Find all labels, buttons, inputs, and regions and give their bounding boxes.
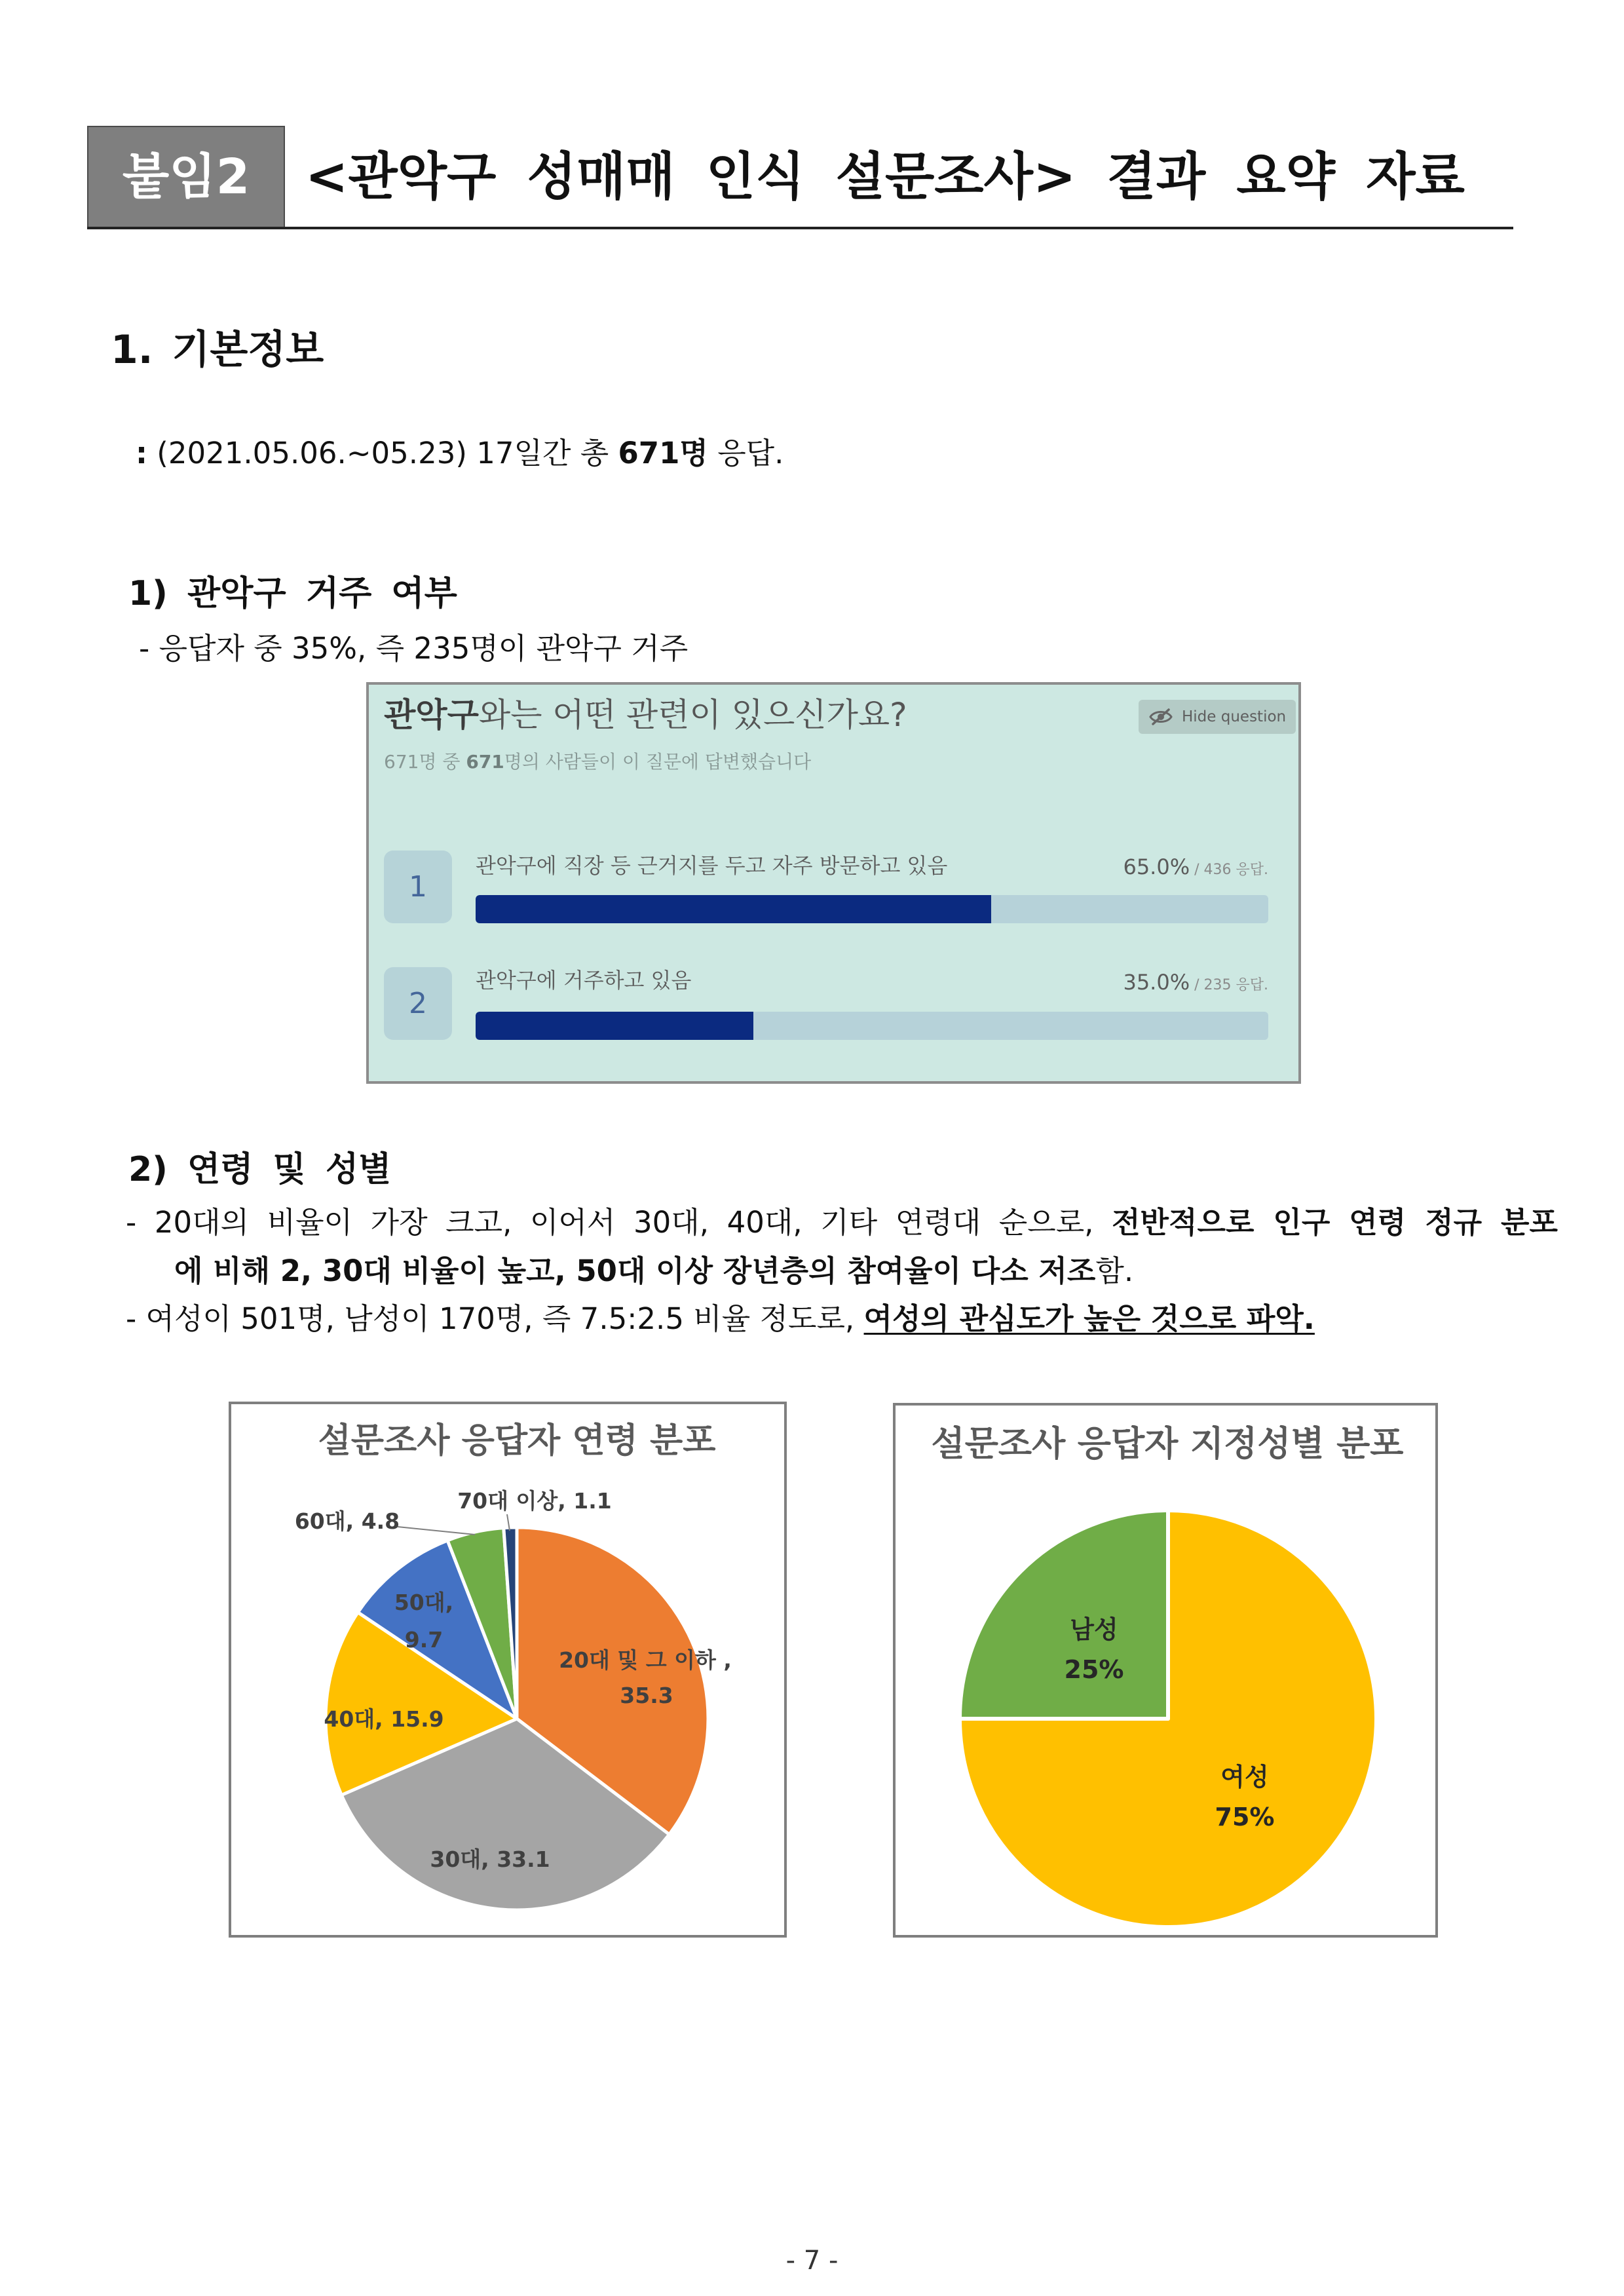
- document-title: <관악구 성매매 인식 설문조사> 결과 요약 자료: [305, 147, 1465, 206]
- age-label-separator: ,: [715, 1647, 732, 1673]
- gender-bullet-normal: - 여성이 501명, 남성이 170명, 즉 7.5:2.5 비율 정도로,: [126, 1301, 864, 1336]
- age-label-separator: ,: [445, 1590, 454, 1615]
- option-bar-fill: [476, 1012, 753, 1040]
- gender-bullet-emphasis: 여성의 관심도가 높은 것으로 파악.: [863, 1301, 1315, 1336]
- age-label-category: 30대: [430, 1846, 482, 1872]
- age-pie-chart: [231, 1404, 784, 1935]
- gender-label-male: 남성: [1070, 1615, 1118, 1644]
- age-bullet-normal: - 20대의 비율이 가장 크고, 이어서 30대, 40대, 기타 연령대 순으로,: [126, 1205, 1112, 1240]
- gender-pie-chart: [896, 1406, 1435, 1935]
- age-leader-line-60s: [398, 1527, 475, 1535]
- attachment-label: 붙임2: [87, 126, 285, 229]
- age-label-70s-and-over: [457, 1488, 612, 1514]
- survey-question-title: [384, 694, 907, 736]
- page-number: - 7 -: [785, 2246, 839, 2276]
- gender-slice-male: [960, 1510, 1168, 1719]
- gender-chart-title: 설문조사 응답자 지정성별 분포: [931, 1424, 1404, 1464]
- survey-title-bold: 관악구: [384, 696, 479, 734]
- survey-title-rest: 와는 어떤 관련이 있으신가요?: [478, 696, 907, 734]
- age-bullet-line-2: [174, 1253, 1133, 1290]
- age-label-separator: ,: [557, 1488, 574, 1514]
- summary-period: (2021.05.06.~05.23) 17일간 총: [147, 436, 618, 470]
- age-chart-box: [229, 1402, 787, 1938]
- option-bar-track: [476, 1012, 1268, 1040]
- age-label-category: 60대: [294, 1508, 346, 1534]
- respondent-count: 671: [466, 751, 504, 773]
- age-label-separator: ,: [375, 1706, 391, 1732]
- age-label-value: 35.3: [620, 1683, 673, 1708]
- gender-value-female: 75%: [1215, 1803, 1275, 1831]
- option-number-badge: 1: [384, 851, 452, 923]
- survey-respondent-count: [384, 750, 811, 774]
- option-percent: 65.0%: [1123, 854, 1190, 879]
- age-bullet-line-1: [126, 1204, 1558, 1241]
- summary-total: 671명: [618, 436, 708, 470]
- option-stat: [1123, 968, 1268, 1000]
- age-label-value: 33.1: [497, 1846, 550, 1872]
- survey-summary-line: [136, 435, 784, 472]
- age-bullet-ending: 함.: [1095, 1253, 1134, 1288]
- gender-value-male: 25%: [1064, 1655, 1124, 1684]
- gender-label-female: 여성: [1220, 1763, 1269, 1791]
- age-bullet-bold-continued: 에 비해 2, 30대 비율이 높고, 50대 이상 장년층의 참여율이 다소 저조: [174, 1253, 1096, 1288]
- survey-question-panel: [366, 682, 1301, 1084]
- age-chart-title: 설문조사 응답자 연령 분포: [318, 1421, 716, 1461]
- option-label: 관악구에 직장 등 근거지를 두고 자주 방문하고 있음: [476, 853, 948, 878]
- age-label-category: 40대: [324, 1706, 375, 1732]
- age-label-category: 50대: [394, 1590, 445, 1615]
- age-label-value: 15.9: [390, 1706, 444, 1732]
- title-underline: [87, 227, 1513, 229]
- age-label-separator: ,: [345, 1508, 362, 1534]
- subheading-residence: 1) 관악구 거주 여부: [128, 574, 457, 613]
- respondent-prefix: 671명 중: [384, 751, 466, 773]
- age-label-value: 1.1: [573, 1488, 612, 1514]
- option-number-badge: 2: [384, 967, 452, 1040]
- age-label-30s: [430, 1846, 550, 1872]
- subheading-age-gender: 2) 연령 및 성별: [128, 1150, 392, 1189]
- option-label: 관악구에 거주하고 있음: [476, 968, 692, 993]
- gender-pie-slices: [960, 1510, 1376, 1927]
- age-label-category: 20대 및 그 이하: [559, 1647, 716, 1673]
- age-label-60s: [295, 1508, 400, 1534]
- summary-suffix: 응답.: [708, 436, 784, 470]
- respondent-suffix: 명의 사람들이 이 질문에 답변했습니다: [504, 751, 812, 773]
- age-label-40s: [324, 1706, 444, 1732]
- age-label-value: 9.7: [404, 1627, 444, 1653]
- gender-bullet: [126, 1301, 1315, 1337]
- hide-question-button[interactable]: [1139, 700, 1296, 734]
- gender-chart-box: [893, 1403, 1438, 1938]
- option-count: / 436 응답.: [1190, 862, 1268, 878]
- hide-question-label: Hide question: [1182, 708, 1287, 725]
- age-label-separator: ,: [481, 1846, 497, 1872]
- option-count: / 235 응답.: [1190, 977, 1268, 993]
- section-heading-basic-info: 1. 기본정보: [111, 327, 324, 373]
- age-label-value: 4.8: [361, 1508, 400, 1534]
- eye-slash-icon: [1149, 708, 1173, 725]
- option-stat: [1123, 852, 1268, 885]
- age-label-category: 70대 이상: [457, 1488, 558, 1514]
- residence-bullet: - 응답자 중 35%, 즉 235명이 관악구 거주: [139, 631, 689, 666]
- option-bar-fill: [476, 895, 991, 923]
- age-bullet-bold: 전반적으로 인구 연령 정규 분포: [1112, 1205, 1558, 1240]
- summary-colon: :: [136, 436, 147, 470]
- option-bar-track: [476, 895, 1268, 923]
- option-percent: 35.0%: [1123, 970, 1190, 995]
